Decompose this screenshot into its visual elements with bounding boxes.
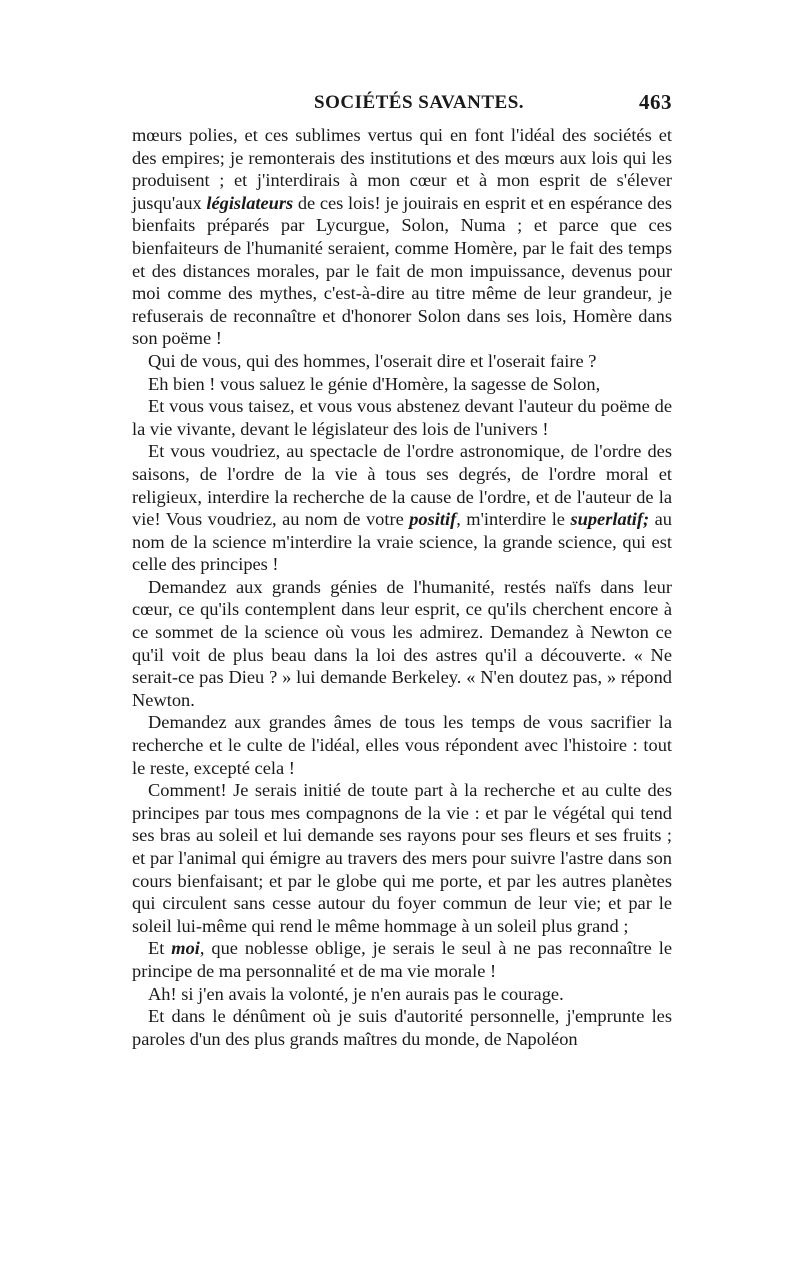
text-run: , que noblesse oblige, je serais le seul à ne pas reconnaître le principe de ma personnalité et de ma vie morale ! [132,938,672,981]
text-run: de ces lois! je jouirais en esprit et en espérance des bienfaits préparés par Lycurgue, Solon, Numa ; et parce que ces bienfaiteurs de l'humanité seraient, comme Homère, par le fait des temps et des distances morales, par le fait de mon impuissance, devenus pour moi comme des mythes, c'est-à-dire au titre même de leur grandeur, je refuserais de reconnaître et d'honorer Solon dans ses lois, Homère dans son poëme ! [132,192,672,349]
paragraph [132,373,672,396]
text-run: Demandez aux grandes âmes de tous les temps de vous sacrifier la recherche et le culte de l'idéal, elles vous répondent avec l'histoire : tout le reste, excepté cela ! [132,712,672,778]
paragraph [132,1005,672,1050]
text-run: Et dans le dénûment où je suis d'autorité personnelle, j'emprunte les paroles d'un des plus grands maîtres du monde, de Napoléon [132,1006,672,1049]
paragraph [132,124,672,350]
paragraph [132,983,672,1006]
running-head [132,92,672,116]
running-head-title: SOCIÉTÉS SAVANTES. [314,92,525,113]
text-run: Et vous vous taisez, et vous vous abstenez devant l'auteur du poëme de la vie vivante, devant le législateur des lois de l'univers ! [132,396,672,439]
body-text [132,124,672,1050]
text-run: mœurs polies, et ces sublimes vertus qui en font l'idéal des sociétés et des empires; je remonterais des institutions et des mœurs aux lois qui les produisent ; et j'interdirais à mon cœur et à mon esprit de s'élever jusqu'aux [132,125,672,213]
text-run: au nom de la science m'interdire la vraie science, la grande science, qui est celle des principes ! [132,509,672,575]
paragraph [132,350,672,373]
text-run: Ah! si j'en avais la volonté, je n'en aurais pas le courage. [148,983,564,1004]
paragraph [132,576,672,712]
text-run: Comment! Je serais initié de toute part à la recherche et au culte des principes par tous mes compagnons de la vie : et par le végétal qui tend ses bras au soleil et lui demande ses rayons pour ses fleurs et ses fruits ; et par l'animal qui émigre au travers des mers pour suivre l'astre dans son cours bienfaisant; et par le globe qui me porte, et par les autres planètes qui circulent sans cesse autour du foyer commun de leur vie; et par le soleil lui-même qui rend le même hommage à un soleil plus grand ; [132,780,672,936]
italic-text: positif [409,509,457,530]
paragraph [132,395,672,440]
text-run: , m'interdire le [456,509,571,530]
paragraph [132,937,672,982]
text-run: Eh bien ! vous saluez le génie d'Homère, la sagesse de Solon, [148,373,601,394]
italic-text: moi [171,938,200,959]
text-run: Et [148,938,172,959]
page-number: 463 [639,90,672,114]
text-run: Et vous voudriez, au spectacle de l'ordre astronomique, de l'ordre des saisons, de l'ordre de la vie à tous ses degrés, de l'ordre moral et religieux, interdire la recherche de la cause de l'ordre, et de l'auteur de la vie! Vous voudriez, au nom de votre [132,441,672,530]
text-run: Demandez aux grands génies de l'humanité, restés naïfs dans leur cœur, ce qu'ils contemplent dans leur esprit, ce qu'ils cherchent encore à ce sommet de la science où vous les admirez. Demandez à Newton ce qu'il voit de plus beau dans la loi des astres qu'il a découverte. « Ne serait-ce pas Dieu ? » lui demande Berkeley. « N'en doutez pas, » répond Newton. [132,576,672,710]
paragraph [132,711,672,779]
italic-text: superlatif; [570,509,650,530]
italic-text: législateurs [206,192,294,213]
paragraph [132,440,672,576]
paragraph [132,779,672,937]
text-run: Qui de vous, qui des hommes, l'oserait dire et l'oserait faire ? [148,350,597,371]
